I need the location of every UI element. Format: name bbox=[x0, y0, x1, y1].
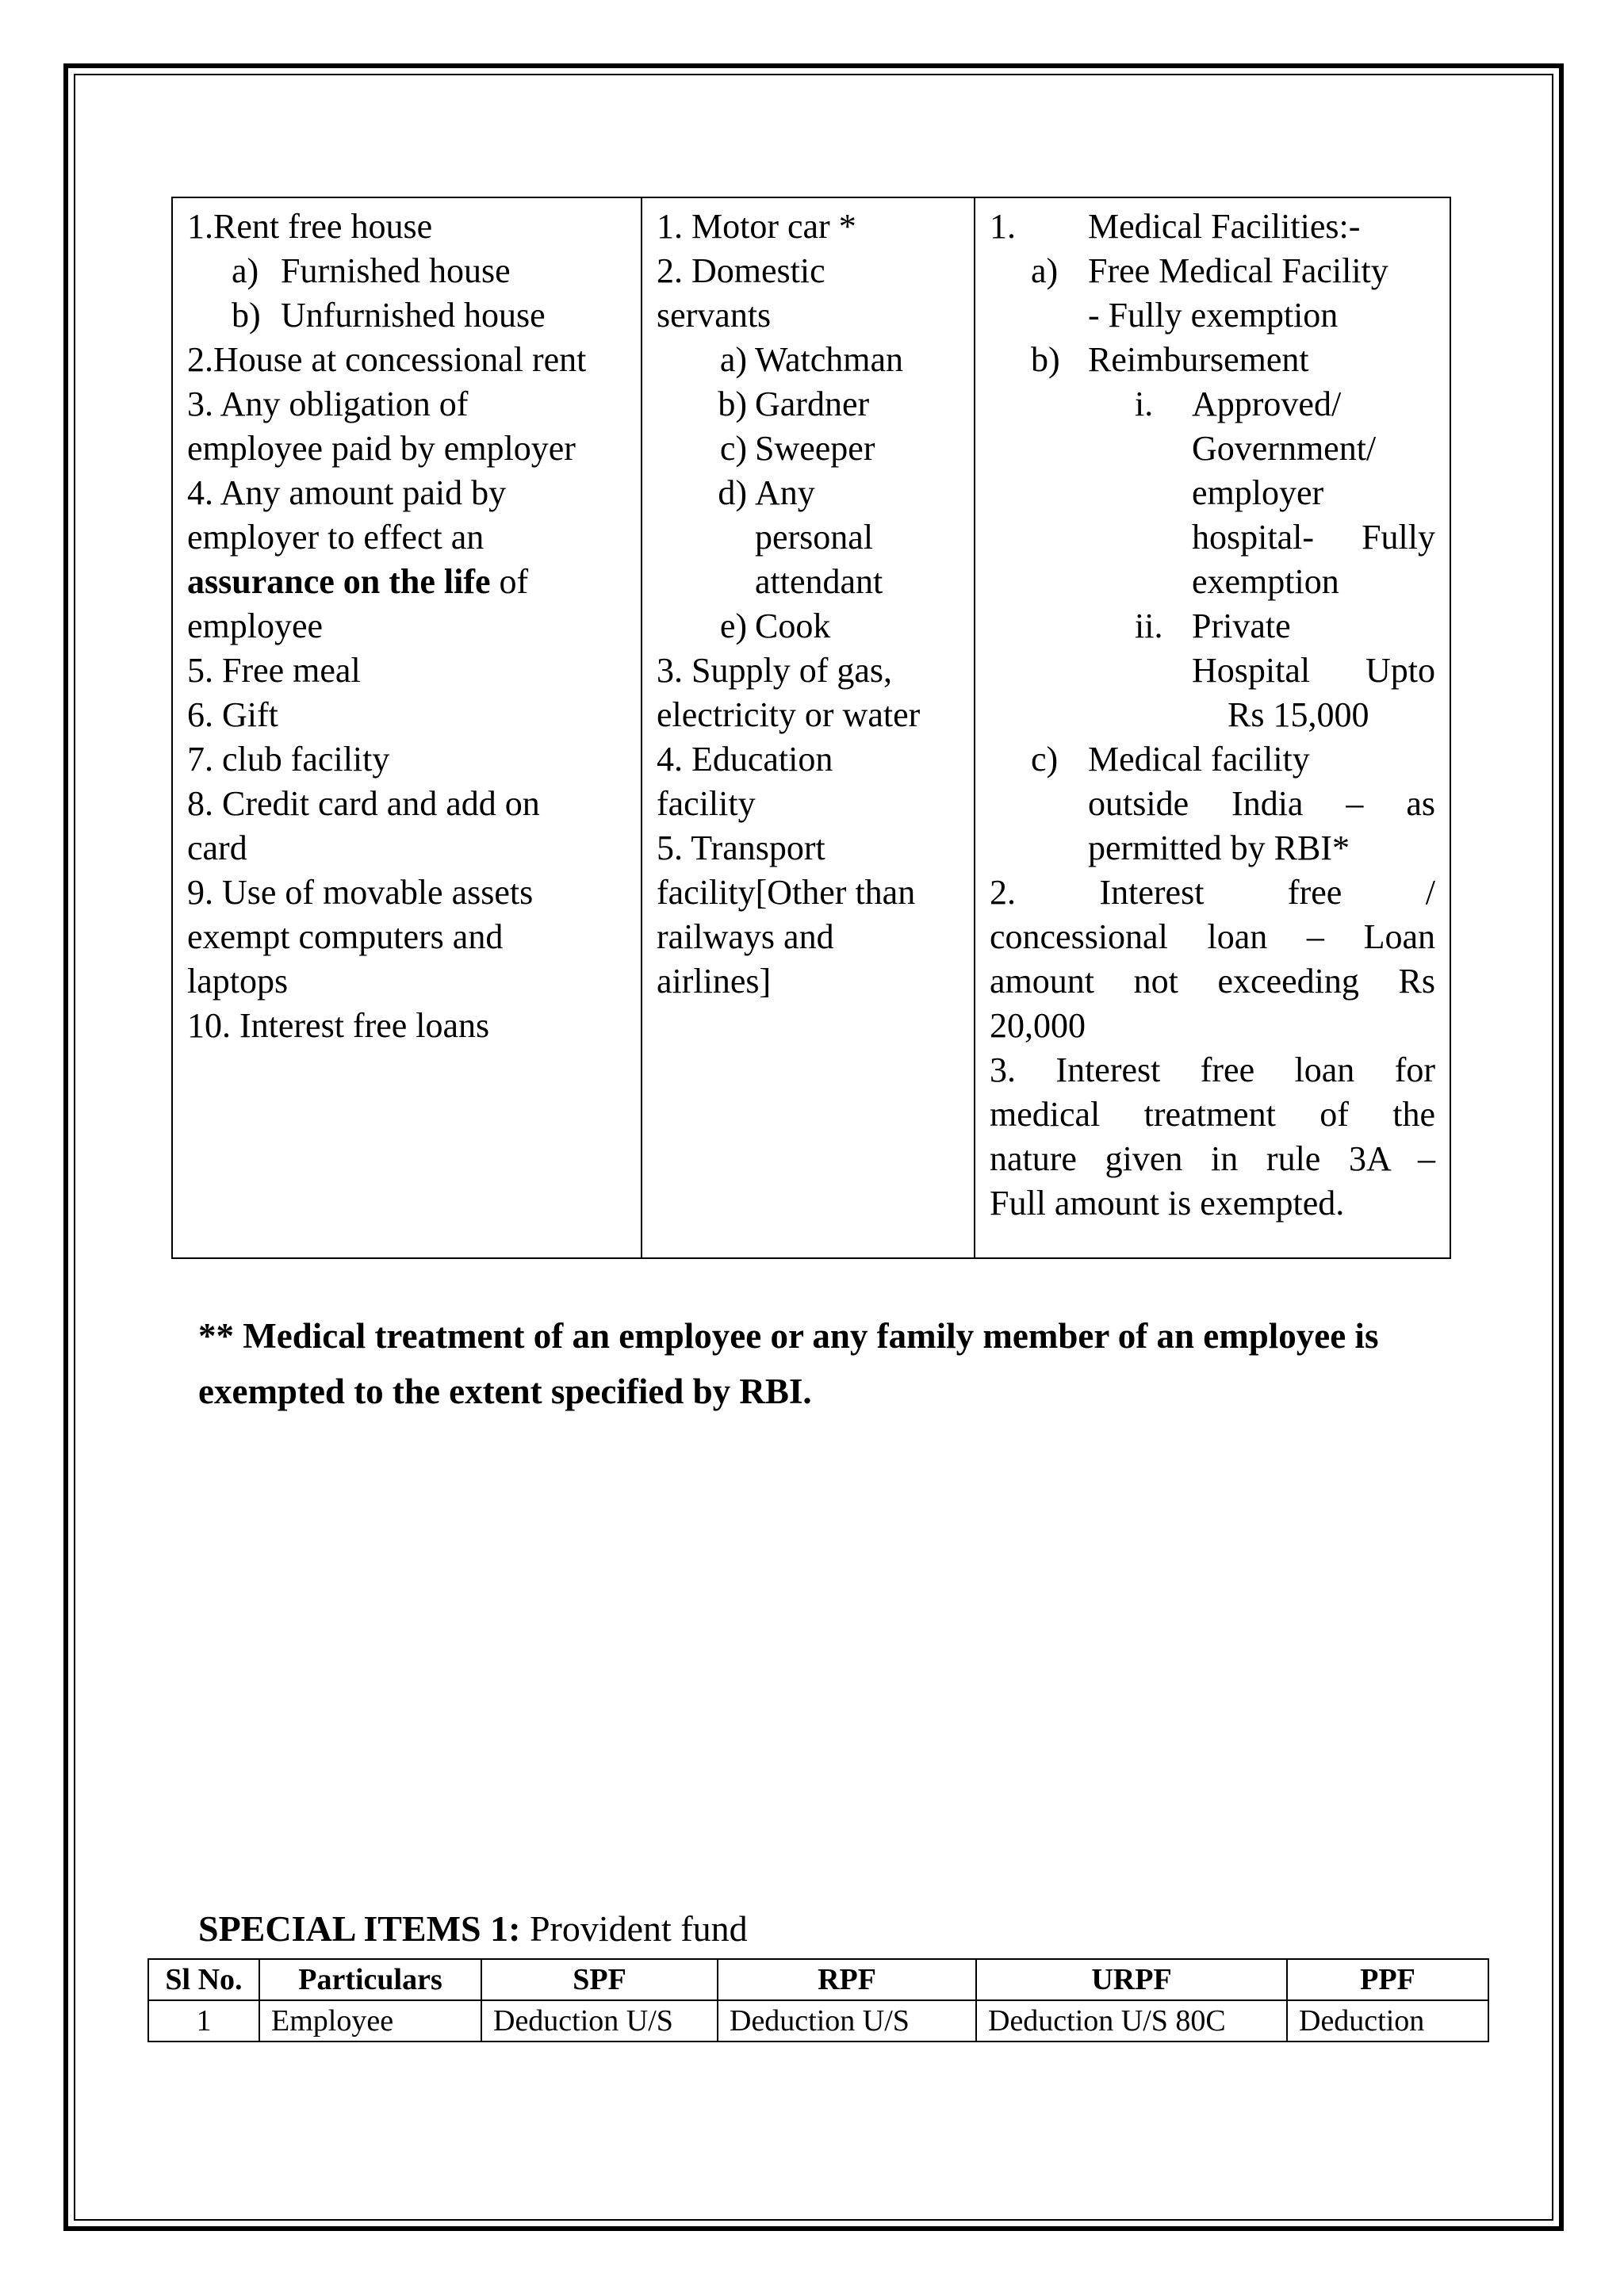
list-item: 4. Any amount paid by bbox=[187, 473, 507, 512]
list-item: attendant bbox=[755, 562, 883, 601]
list-item: Rs 15,000 bbox=[1228, 695, 1369, 734]
list-item: d) Any bbox=[718, 473, 815, 512]
list-item: 6. Gift bbox=[187, 695, 278, 734]
list-item: Government/ bbox=[1192, 429, 1377, 468]
section-heading-title: Provident fund bbox=[520, 1908, 748, 1949]
table-cell: 1 bbox=[148, 2000, 259, 2042]
list-item: a) Furnished house bbox=[232, 251, 511, 290]
list-item: c) Sweeper bbox=[719, 429, 875, 468]
list-item: exemption bbox=[1192, 562, 1339, 601]
list-item: servants bbox=[657, 296, 772, 335]
list-item: b) Unfurnished house bbox=[232, 296, 546, 335]
list-item: outside India – as bbox=[1088, 784, 1435, 823]
table-row bbox=[148, 2000, 1488, 2042]
list-item: nature given in rule 3A – bbox=[990, 1139, 1435, 1178]
list-item: airlines] bbox=[657, 962, 772, 1001]
table-cell: Deduction U/S 80C bbox=[976, 2000, 1287, 2042]
column-header-urpf: URPF bbox=[976, 1959, 1287, 2000]
list-item: 1. Medical Facilities:- bbox=[990, 207, 1361, 246]
table-cell: Employee bbox=[259, 2000, 481, 2042]
list-item: Hospital Upto bbox=[1192, 651, 1435, 690]
list-item: exempt computers and bbox=[187, 917, 504, 956]
list-item: 3. Supply of gas, bbox=[657, 651, 892, 690]
table-header-row bbox=[148, 1959, 1488, 2000]
list-item: ii. Private bbox=[1135, 607, 1291, 645]
list-item: 2.House at concessional rent bbox=[187, 340, 587, 379]
table-cell-specified-employees bbox=[642, 197, 975, 1258]
list-item: b) Reimbursement bbox=[1031, 340, 1309, 379]
list-item: a) Free Medical Facility bbox=[1031, 251, 1388, 290]
list-item: railways and bbox=[657, 917, 834, 956]
list-item: employer to effect an bbox=[187, 518, 485, 557]
list-item: i. Approved/ bbox=[1135, 385, 1342, 423]
column-header-ppf: PPF bbox=[1287, 1959, 1488, 2000]
section-heading bbox=[198, 1907, 748, 1951]
column-header-rpf: RPF bbox=[718, 1959, 976, 2000]
list-item: employer bbox=[1192, 473, 1324, 512]
list-item: a) Watchman bbox=[719, 340, 904, 379]
list-item: - Fully exemption bbox=[1088, 296, 1339, 335]
list-item: permitted by RBI* bbox=[1088, 828, 1350, 867]
list-item: 1. Motor car * bbox=[657, 207, 856, 246]
list-item: employee bbox=[187, 607, 324, 645]
table-row bbox=[172, 197, 1450, 1258]
list-item: concessional loan – Loan bbox=[990, 917, 1435, 956]
table-cell-taxable-all bbox=[172, 197, 642, 1258]
table-cell-exempt-perquisites bbox=[975, 197, 1450, 1258]
list-item: 2. Interest free / bbox=[990, 873, 1435, 912]
list-item: Full amount is exempted. bbox=[990, 1184, 1345, 1223]
list-item: personal bbox=[755, 518, 874, 557]
list-item: 20,000 bbox=[990, 1006, 1086, 1045]
list-item: assurance on the life of bbox=[187, 562, 529, 601]
list-item: 9. Use of movable assets bbox=[187, 873, 534, 912]
list-item: hospital- Fully bbox=[1192, 518, 1435, 557]
list-item: electricity or water bbox=[657, 695, 921, 734]
list-item: b) Gardner bbox=[718, 385, 870, 423]
table-cell: Deduction U/S bbox=[718, 2000, 976, 2042]
column-header-spf: SPF bbox=[481, 1959, 718, 2000]
list-item: c) Medical facility bbox=[1031, 740, 1310, 779]
list-item: laptops bbox=[187, 962, 289, 1001]
list-item: 4. Education bbox=[657, 740, 833, 779]
column-header-sl-no: Sl No. bbox=[148, 1959, 259, 2000]
perquisites-table bbox=[171, 197, 1451, 1259]
table-cell: Deduction U/S bbox=[481, 2000, 718, 2042]
list-item: 10. Interest free loans bbox=[187, 1006, 490, 1045]
list-item: card bbox=[187, 828, 247, 867]
list-item: 2. Domestic bbox=[657, 251, 825, 290]
column-header-particulars: Particulars bbox=[259, 1959, 481, 2000]
list-item: 5. Transport bbox=[657, 828, 825, 867]
list-item: facility[Other than bbox=[657, 873, 916, 912]
list-item: medical treatment of the bbox=[990, 1095, 1435, 1134]
list-item: 8. Credit card and add on bbox=[187, 784, 540, 823]
list-item: 5. Free meal bbox=[187, 651, 361, 690]
list-item: 3. Any obligation of bbox=[187, 385, 469, 423]
list-item: employee paid by employer bbox=[187, 429, 576, 468]
list-item: amount not exceeding Rs bbox=[990, 962, 1435, 1001]
list-item: e) Cook bbox=[719, 607, 831, 645]
list-item: 3. Interest free loan for bbox=[990, 1050, 1435, 1089]
list-item: 1.Rent free house bbox=[187, 207, 433, 246]
table-cell: Deduction bbox=[1287, 2000, 1488, 2042]
provident-fund-table bbox=[147, 1958, 1489, 2042]
list-item: 7. club facility bbox=[187, 740, 390, 779]
list-item: facility bbox=[657, 784, 756, 823]
medical-treatment-note: ** Medical treatment of an employee or any family member of an employee is exempted to the extent specified by RBI. bbox=[198, 1316, 1379, 1411]
section-heading-label: SPECIAL ITEMS 1: bbox=[198, 1908, 521, 1949]
